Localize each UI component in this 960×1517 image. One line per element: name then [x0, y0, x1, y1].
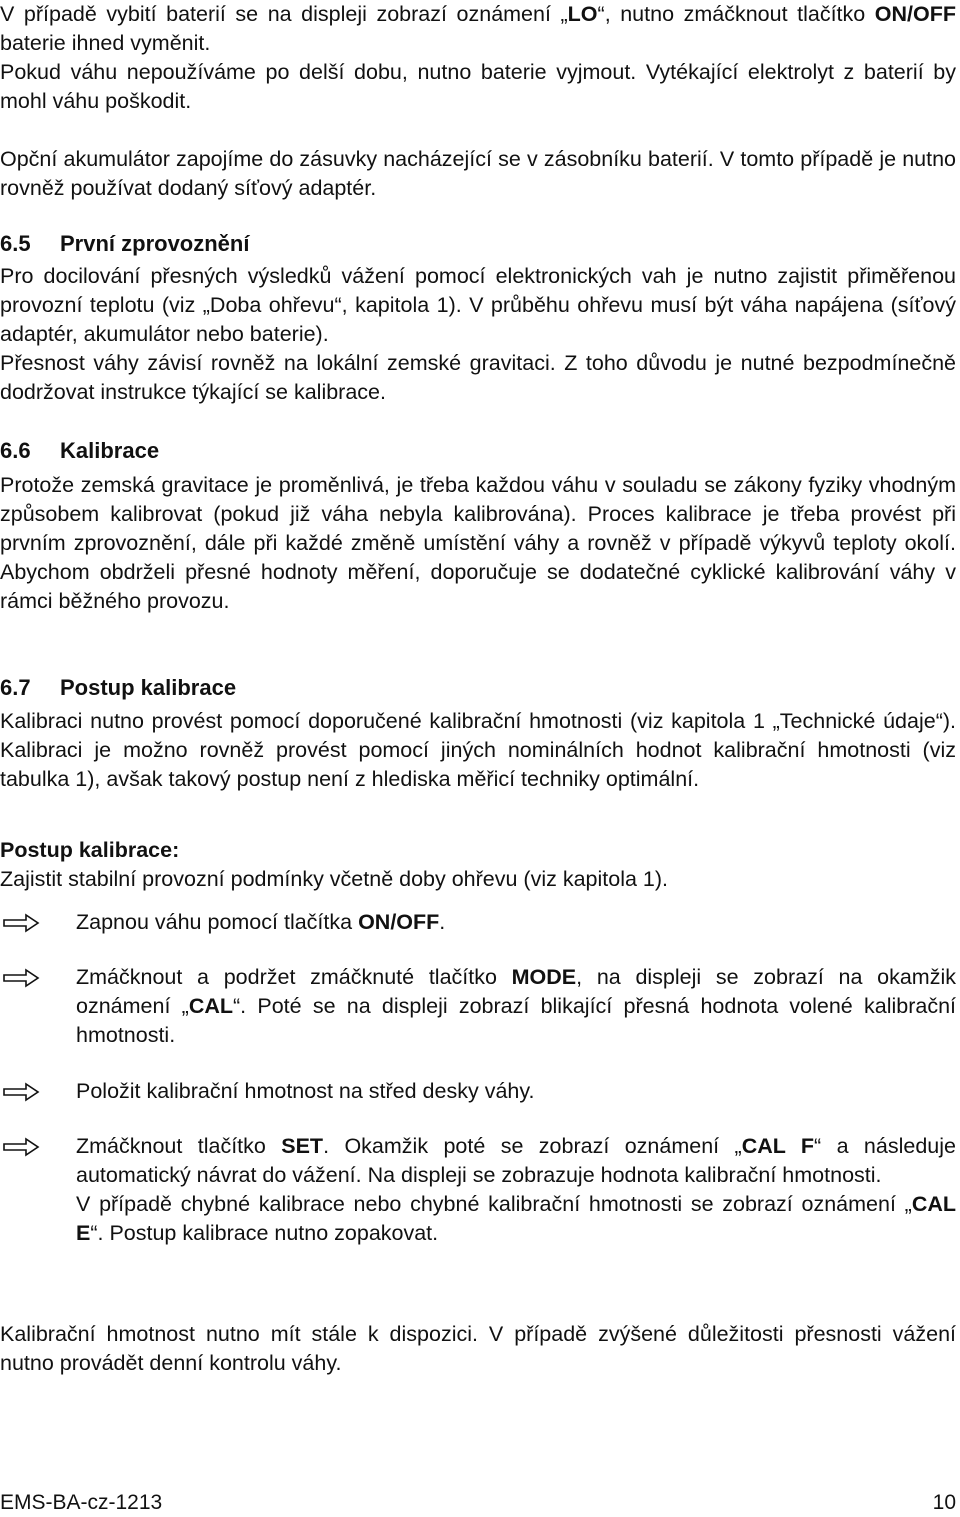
step-4 — [0, 1132, 958, 1248]
step-text: “ a následuje automatický návrat do vážení. Na displeji se zobrazuje hodnota kalibrační hmotnosti. — [76, 1134, 956, 1187]
intro-battery-paragraph — [0, 0, 958, 116]
calibration-weight-paragraph: Kalibraci nutno provést pomocí doporučené kalibrační hmotnosti (viz kapitola 1 „Technické údaje“). Kalibraci je možno rovněž provést pomocí jiných nominálních hodnot kalibrační hmotnosti (viz tabulka 1), avšak takový postup není z hlediska měřicí techniky optimální. — [0, 709, 956, 791]
intro-accumulator-paragraph — [0, 145, 958, 203]
section-title: Postup kalibrace — [60, 675, 237, 700]
procedure-block — [0, 836, 958, 894]
section-6-5-heading — [0, 229, 249, 258]
calibration-paragraph: Protože zemská gravitace je proměnlivá, je třeba každou váhu v souladu se zákony fyziky vhodným způsobem kalibrovat (pokud již váha nebyla kalibrována). Proces kalibrace je třeba provést při prvním zprovoznění, dále při každé změně umístění váhy a rovněž v případě výkyvů teploty okolí. Abychom obdrželi přesné hodnoty měření, doporučuje se dodatečné cyklické kalibrování váhy v rámci běžného provozu. — [0, 473, 956, 613]
cal-f-message: CAL F — [741, 1134, 815, 1158]
step-text: , na displeji se zobrazí na okamžik oznámení „ — [76, 965, 956, 1018]
intro-remove-batteries: Pokud váhu nepoužíváme po delší dobu, nutno baterie vyjmout. Vytékající elektrolyt z baterií by mohl váhu poškodit. — [0, 60, 956, 113]
section-title: Kalibrace — [60, 438, 160, 463]
cal-e-message: CAL E — [76, 1192, 956, 1245]
onoff-key: ON/OFF — [358, 910, 440, 934]
section-title: První zprovoznění — [60, 231, 250, 256]
mode-key: MODE — [511, 965, 577, 989]
procedure-intro: Zajistit stabilní provozní podmínky včetně doby ohřevu (viz kapitola 1). — [0, 867, 669, 891]
step-text: “. Postup kalibrace nutno zopakovat. — [90, 1221, 439, 1245]
document-id: EMS-BA-cz-1213 — [0, 1491, 163, 1514]
section-number: 6.7 — [0, 675, 31, 700]
lo-message: LO — [567, 2, 598, 26]
page-number: 10 — [932, 1491, 956, 1514]
step-1 — [0, 908, 958, 937]
gravity-paragraph: Přesnost váhy závisí rovněž na lokální zemské gravitaci. Z toho důvodu je nutné bezpodmínečně dodržovat instrukce týkající se kalibrace. — [0, 351, 956, 404]
first-startup-paragraph: Pro docilování přesných výsledků vážení pomocí elektronických vah je nutno zajistit přiměřenou provozní teplotu (viz „Doba ohřevu“, kapitola 1). V průběhu ohřevu musí být váha napájena (síťový adaptér, akumulátor nebo baterie). — [0, 264, 956, 346]
section-number: 6.5 — [0, 231, 31, 256]
step-2 — [0, 963, 958, 1050]
cal-message: CAL — [188, 994, 233, 1018]
arrow-right-icon — [2, 1137, 42, 1157]
section-number: 6.6 — [0, 438, 31, 463]
arrow-right-icon — [2, 913, 42, 933]
section-6-6-heading — [0, 436, 159, 465]
intro-text-1c: baterie ihned vyměnit. — [0, 31, 211, 55]
step-text: . Okamžik poté se zobrazí oznámení „ — [323, 1134, 742, 1158]
step-text: Položit kalibrační hmotnost na střed desky váhy. — [76, 1079, 535, 1103]
section-6-7-heading — [0, 673, 236, 702]
step-text: “. Poté se na displeji zobrazí blikající přesná hodnota volené kalibrační hmotnosti. — [76, 994, 956, 1047]
step-text: V případě chybné kalibrace nebo chybné kalibrační hmotnosti se zobrazí oznámení „ — [76, 1192, 912, 1216]
arrow-right-icon — [2, 1082, 42, 1102]
intro-text-1b: “, nutno zmáčknout tlačítko — [597, 2, 875, 26]
section-6-7-body — [0, 707, 958, 794]
section-6-5-body — [0, 262, 958, 407]
step-3 — [0, 1077, 958, 1106]
step-text: Zapnou váhu pomocí tlačítka — [76, 910, 359, 934]
set-key: SET — [281, 1134, 324, 1158]
intro-text-1a: V případě vybití baterií se na displeji zobrazí oznámení „ — [0, 2, 568, 26]
step-text: Zmáčknout a podržet zmáčknuté tlačítko — [76, 965, 512, 989]
procedure-title: Postup kalibrace: — [0, 838, 180, 862]
page-footer — [0, 1488, 958, 1517]
onoff-key: ON/OFF — [874, 2, 956, 26]
section-6-6-body — [0, 471, 958, 616]
closing-paragraph — [0, 1320, 958, 1378]
accumulator-text: Opční akumulátor zapojíme do zásuvky nacházející se v zásobníku baterií. V tomto případě je nutno rovněž používat dodaný síťový adaptér. — [0, 147, 956, 200]
step-text: Zmáčknout tlačítko — [76, 1134, 282, 1158]
closing-text: Kalibrační hmotnost nutno mít stále k dispozici. V případě zvýšené důležitosti přesnosti vážení nutno provádět denní kontrolu váhy. — [0, 1322, 956, 1375]
step-text: . — [439, 910, 446, 934]
arrow-right-icon — [2, 968, 42, 988]
